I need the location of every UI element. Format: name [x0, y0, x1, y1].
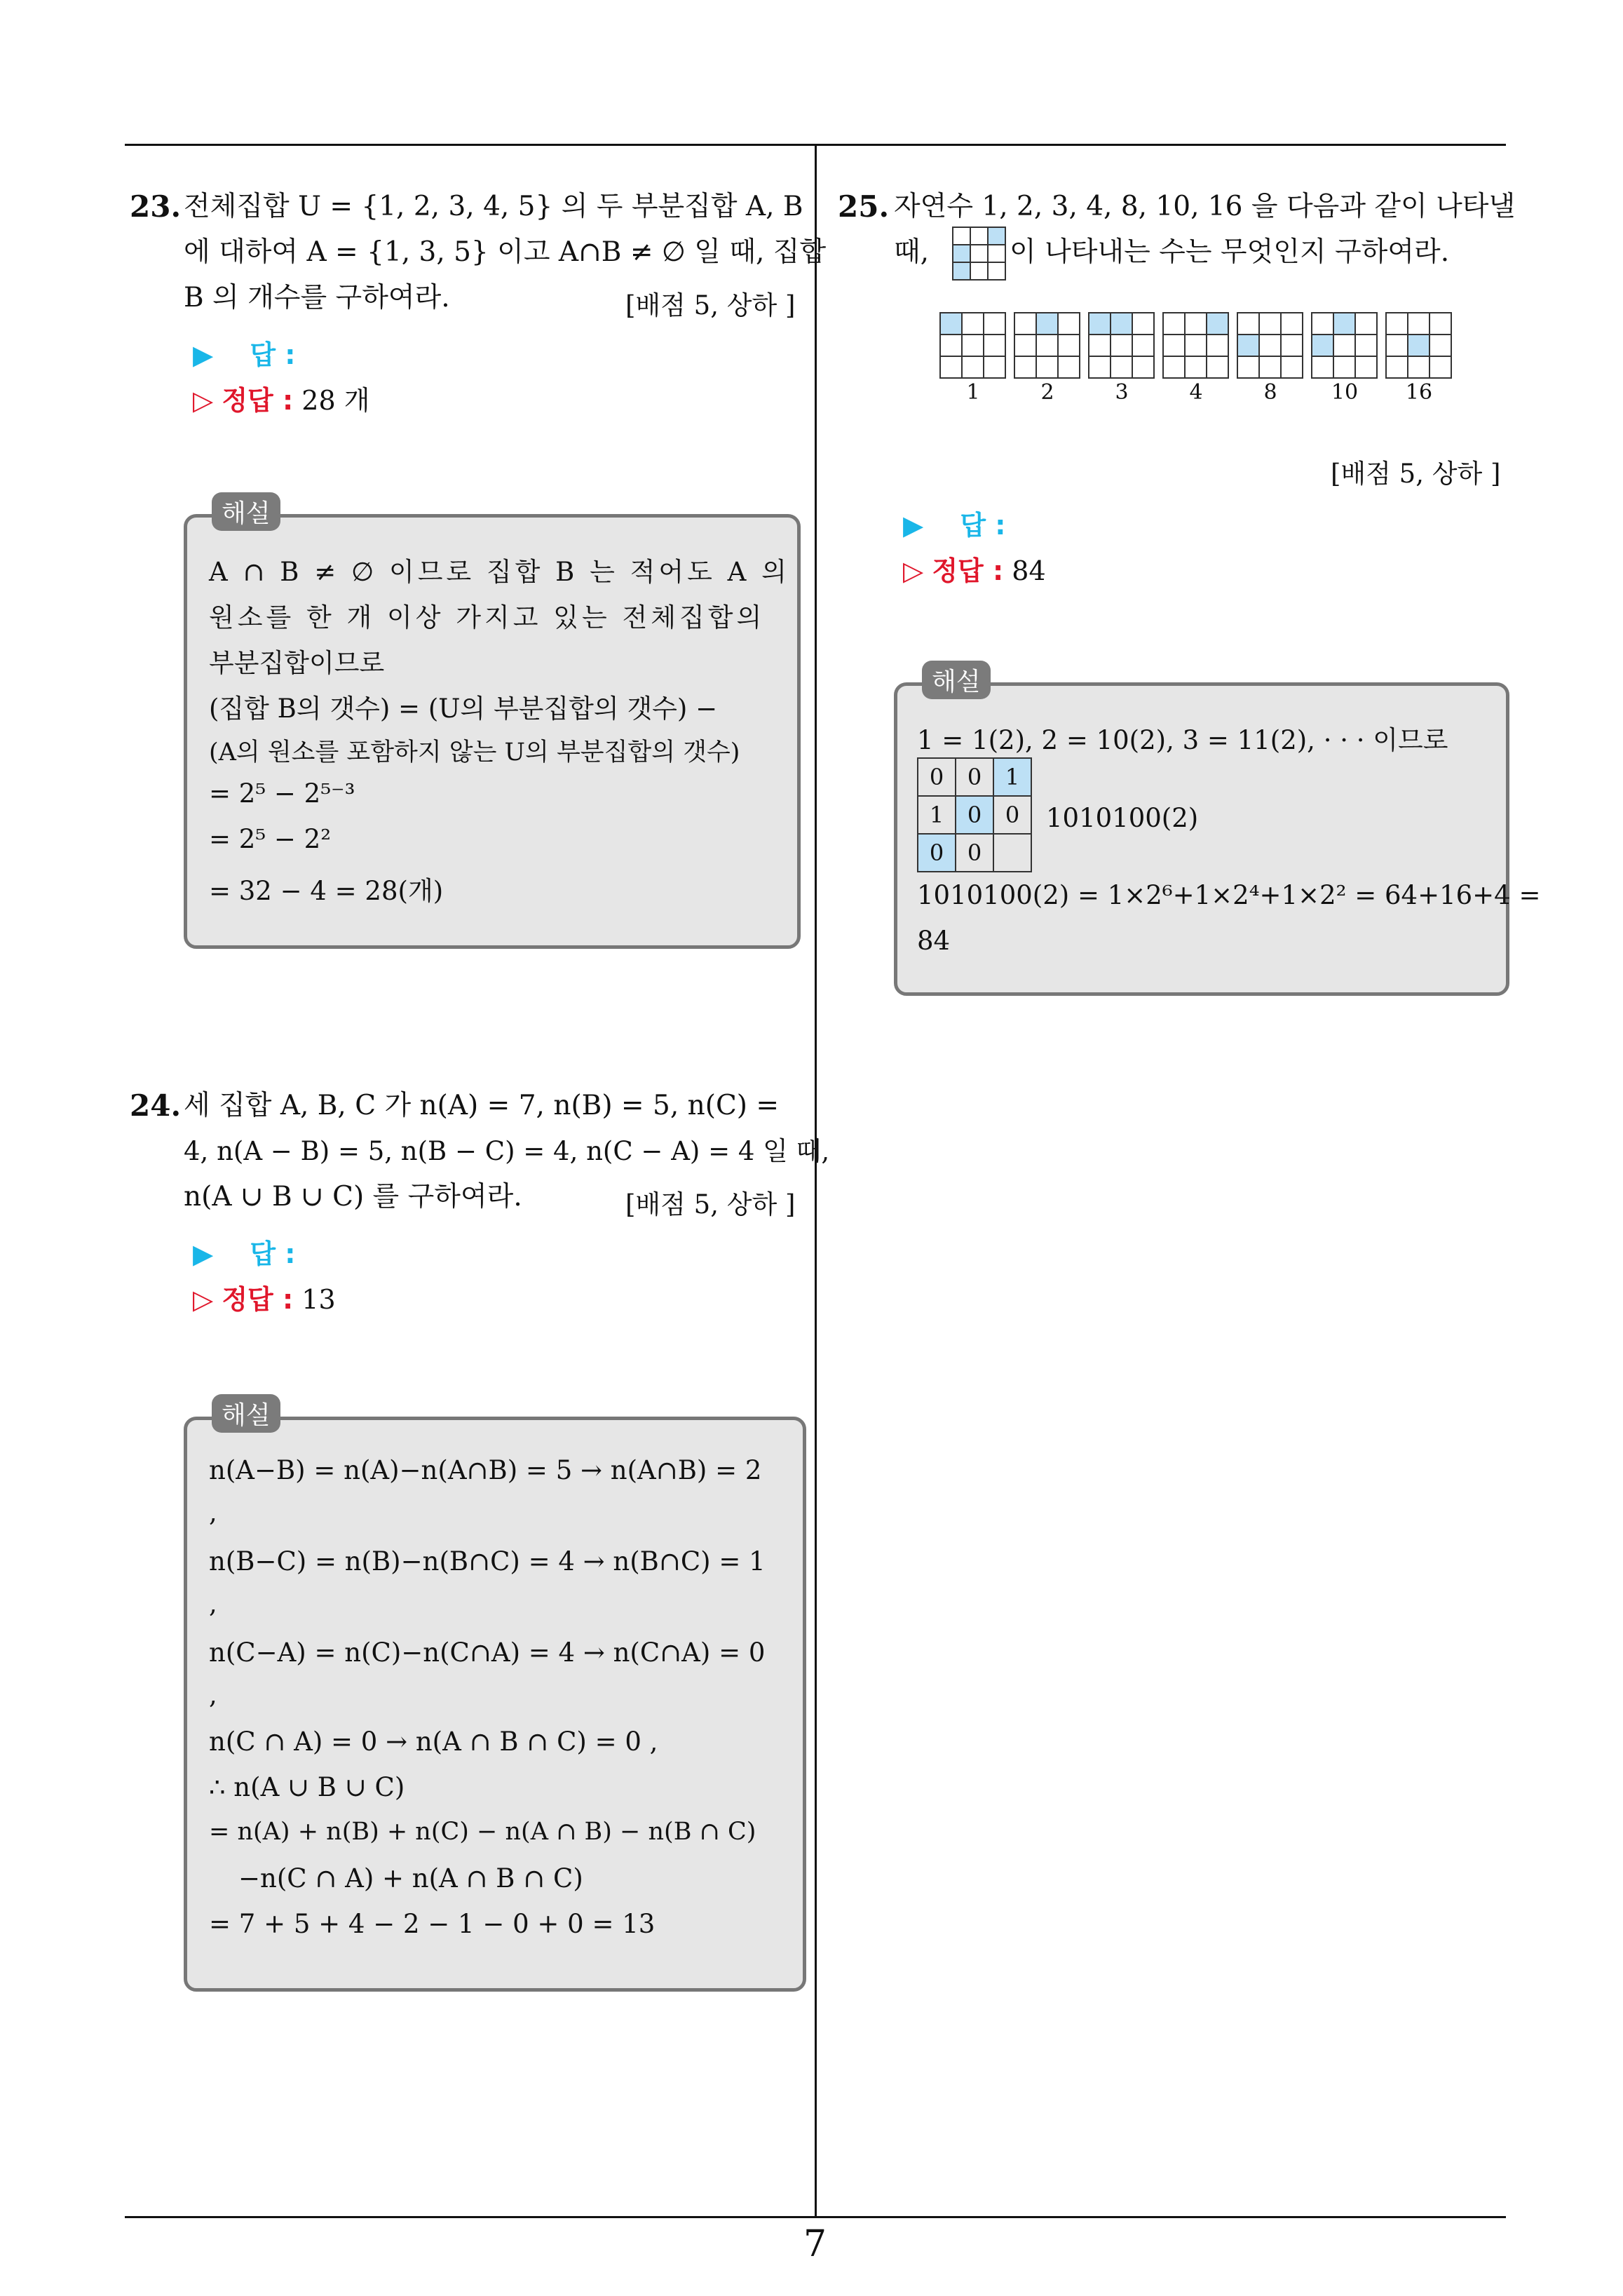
- grid-cell: [1237, 334, 1260, 357]
- grid-cell: [939, 312, 963, 335]
- grid-cell: [1407, 356, 1430, 379]
- grid-cell: [1035, 356, 1059, 379]
- grid-cell: [970, 227, 989, 245]
- bin-cell: 0: [956, 758, 993, 796]
- q23-explain-line: (집합 B의 갯수) = (U의 부분집합의 갯수) −: [209, 694, 718, 724]
- grid-cell: [1206, 334, 1229, 357]
- grid-cell: [952, 262, 971, 281]
- grid-cell: [1162, 312, 1186, 335]
- grid-cell: [1429, 334, 1452, 357]
- q24-explain-line: = 7 + 5 + 4 − 2 − 1 − 0 + 0 = 13: [209, 1909, 656, 1939]
- grid-cell: [1162, 334, 1186, 357]
- grid-cell: [970, 244, 989, 263]
- q23-explain-line: 부분집합이므로: [209, 648, 385, 678]
- q24-answer-row: [193, 1232, 295, 1271]
- q23-explain-line: = 2⁵ − 2²: [209, 824, 332, 854]
- q23-line-1: 전체집합 U = {1, 2, 3, 4, 5} 의 두 부분집합 A, B: [184, 191, 803, 222]
- q24-explain-line: ,: [209, 1680, 217, 1710]
- column-divider: [815, 144, 817, 2218]
- q25-correct-row: [903, 549, 1046, 588]
- q24-line-3: n(A ∪ B ∪ C) 를 구하여라.: [184, 1181, 522, 1213]
- triangle-outline-icon: ▷: [193, 385, 214, 416]
- bin-cell: [993, 834, 1031, 872]
- q24-correct-label: 정답 :: [222, 1284, 294, 1315]
- q24-score: [배점 5, 상하 ]: [625, 1189, 796, 1220]
- grid-cell: [1333, 312, 1356, 335]
- q25-number: 25.: [838, 189, 890, 224]
- q24-explain-line: n(C−A) = n(C)−n(C∩A) = 4 → n(C∩A) = 0: [209, 1637, 766, 1668]
- q25-line-2-post: 이 나타내는 수는 무엇인지 구하여라.: [1010, 236, 1450, 268]
- grid-cell: [1014, 312, 1037, 335]
- q23-line-3: B 의 개수를 구하여라.: [184, 282, 450, 313]
- q25-answer-row: [903, 504, 1005, 542]
- q23-explain-line: = 32 − 4 = 28(개): [209, 876, 444, 906]
- grid-cell: [1057, 334, 1080, 357]
- q25-score: [배점 5, 상하 ]: [1331, 459, 1501, 489]
- grid-cell: [1311, 334, 1334, 357]
- q24-explain-line: −n(C ∩ A) + n(A ∩ B ∩ C): [238, 1863, 583, 1893]
- q23-correct-label: 정답 :: [222, 385, 294, 416]
- grid-cell: [983, 334, 1006, 357]
- grid-cell: [1407, 312, 1430, 335]
- grid-cell: [1385, 356, 1408, 379]
- example-grid-label: 1: [966, 380, 980, 405]
- q23-explain-line: 원소를 한 개 이상 가지고 있는 전체집합의: [209, 602, 766, 633]
- q24-explain-line: = n(A) + n(B) + n(C) − n(A ∩ B) − n(B ∩ C): [209, 1818, 756, 1846]
- example-grid-label: 10: [1331, 380, 1359, 405]
- q24-explain-line: n(C ∩ A) = 0 → n(A ∩ B ∩ C) = 0 ,: [209, 1727, 658, 1757]
- q25-line-1: 자연수 1, 2, 3, 4, 8, 10, 16 을 다음과 같이 나타낼: [894, 191, 1516, 222]
- grid-cell: [1014, 334, 1037, 357]
- q24-line-2: 4, n(A − B) = 5, n(B − C) = 4, n(C − A) = 4 일 때,: [184, 1136, 830, 1166]
- grid-cell: [1132, 356, 1155, 379]
- grid-cell: [1311, 356, 1334, 379]
- grid-cell: [987, 244, 1006, 263]
- triangle-outline-icon: ▷: [903, 555, 924, 586]
- grid-cell: [987, 262, 1006, 281]
- q25-binary-side: 1010100(2): [1046, 803, 1199, 833]
- q24-explain-line: ∴ n(A ∪ B ∪ C): [209, 1772, 405, 1802]
- q25-explain-line-1: 1 = 1(2), 2 = 10(2), 3 = 11(2), · · · 이므로: [917, 725, 1448, 755]
- q24-line-1: 세 집합 A, B, C 가 n(A) = 7, n(B) = 5, n(C) =: [184, 1090, 780, 1121]
- grid-cell: [1088, 334, 1111, 357]
- q25-line-2-pre: 때,: [894, 236, 930, 268]
- grid-cell: [961, 312, 984, 335]
- page-number: 7: [803, 2223, 827, 2265]
- q23-explain-tab: 해설: [212, 492, 280, 531]
- grid-cell: [1184, 334, 1207, 357]
- q25-binary-table: [917, 757, 1032, 872]
- example-grid-label: 2: [1040, 380, 1054, 405]
- grid-cell: [1429, 356, 1452, 379]
- q24-correct-row: [193, 1278, 336, 1316]
- bin-cell: 0: [956, 796, 993, 834]
- q23-answer-row: [193, 333, 295, 372]
- grid-cell: [1333, 356, 1356, 379]
- q24-explain-line: ,: [209, 1588, 217, 1619]
- grid-cell: [1280, 334, 1303, 357]
- grid-cell: [1184, 312, 1207, 335]
- grid-cell: [1237, 356, 1260, 379]
- q24-answer-label: 답 :: [250, 1238, 296, 1269]
- grid-cell: [987, 227, 1006, 245]
- grid-cell: [970, 262, 989, 281]
- q25-explain-tab: 해설: [922, 661, 991, 699]
- grid-cell: [952, 227, 971, 245]
- q24-explain-line: n(B−C) = n(B)−n(B∩C) = 4 → n(B∩C) = 1: [209, 1546, 766, 1576]
- q25-correct-label: 정답 :: [932, 555, 1004, 586]
- grid-cell: [1088, 356, 1111, 379]
- grid-cell: [1110, 312, 1133, 335]
- q23-line-2: 에 대하여 A = {1, 3, 5} 이고 A∩B ≠ ∅ 일 때, 집합: [184, 236, 827, 268]
- q25-explain-line-2: 1010100(2) = 1×2⁶+1×2⁴+1×2² = 64+16+4 =: [917, 880, 1541, 910]
- grid-cell: [1206, 312, 1229, 335]
- grid-cell: [961, 356, 984, 379]
- play-icon: ▶: [193, 339, 214, 370]
- grid-cell: [1429, 312, 1452, 335]
- q25-explain-line-3: 84: [917, 926, 951, 956]
- bin-cell: 1: [918, 796, 956, 834]
- grid-cell: [1057, 312, 1080, 335]
- q24-explain-tab: 해설: [212, 1394, 280, 1433]
- grid-cell: [1110, 356, 1133, 379]
- example-grid-label: 3: [1115, 380, 1129, 405]
- q23-score: [배점 5, 상하 ]: [625, 290, 796, 320]
- bin-cell: 0: [993, 796, 1031, 834]
- q23-explain-line: A ∩ B ≠ ∅ 이므로 집합 B 는 적어도 A 의: [209, 557, 790, 587]
- grid-cell: [1385, 312, 1408, 335]
- q23-explain-line: = 2⁵ − 2⁵⁻³: [209, 778, 355, 809]
- play-icon: ▶: [193, 1238, 214, 1269]
- grid-cell: [1057, 356, 1080, 379]
- grid-cell: [983, 312, 1006, 335]
- play-icon: ▶: [903, 510, 924, 541]
- example-grid-label: 8: [1263, 380, 1277, 405]
- grid-cell: [1311, 312, 1334, 335]
- grid-cell: [1014, 356, 1037, 379]
- grid-cell: [1035, 312, 1059, 335]
- grid-cell: [1354, 334, 1378, 357]
- grid-cell: [1280, 312, 1303, 335]
- grid-cell: [1088, 312, 1111, 335]
- grid-cell: [961, 334, 984, 357]
- grid-cell: [1280, 356, 1303, 379]
- example-grid-label: 16: [1405, 380, 1433, 405]
- grid-cell: [1184, 356, 1207, 379]
- grid-cell: [1258, 312, 1282, 335]
- example-grid-label: 4: [1189, 380, 1203, 405]
- triangle-outline-icon: ▷: [193, 1284, 214, 1315]
- grid-cell: [952, 244, 971, 263]
- bin-cell: 0: [918, 758, 956, 796]
- grid-cell: [939, 334, 963, 357]
- q25-answer-label: 답 :: [960, 510, 1006, 541]
- bin-cell: 1: [993, 758, 1031, 796]
- q23-answer-label: 답 :: [250, 339, 296, 370]
- grid-cell: [1035, 334, 1059, 357]
- q24-number: 24.: [130, 1088, 182, 1123]
- grid-cell: [1354, 356, 1378, 379]
- grid-cell: [1407, 334, 1430, 357]
- q23-answer-value: 28 개: [301, 385, 370, 416]
- grid-cell: [1258, 356, 1282, 379]
- grid-cell: [983, 356, 1006, 379]
- q24-explain-box: [184, 1417, 806, 1992]
- grid-cell: [1110, 334, 1133, 357]
- grid-cell: [1162, 356, 1186, 379]
- grid-cell: [939, 356, 963, 379]
- bottom-rule: [125, 2216, 1506, 2218]
- q24-explain-line: n(A−B) = n(A)−n(A∩B) = 5 → n(A∩B) = 2: [209, 1455, 762, 1485]
- grid-cell: [1132, 312, 1155, 335]
- grid-cell: [1354, 312, 1378, 335]
- grid-cell: [1385, 334, 1408, 357]
- q24-explain-line: ,: [209, 1497, 217, 1527]
- q23-explain-line: (A의 원소를 포함하지 않는 U의 부분집합의 갯수): [209, 738, 740, 767]
- bin-cell: 0: [956, 834, 993, 872]
- grid-cell: [1132, 334, 1155, 357]
- grid-cell: [1333, 334, 1356, 357]
- grid-cell: [1237, 312, 1260, 335]
- q23-number: 23.: [130, 189, 182, 224]
- q23-correct-row: [193, 379, 369, 417]
- grid-cell: [1258, 334, 1282, 357]
- bin-cell: 0: [918, 834, 956, 872]
- grid-cell: [1206, 356, 1229, 379]
- q24-answer-value: 13: [301, 1284, 336, 1315]
- q25-answer-value: 84: [1012, 555, 1046, 586]
